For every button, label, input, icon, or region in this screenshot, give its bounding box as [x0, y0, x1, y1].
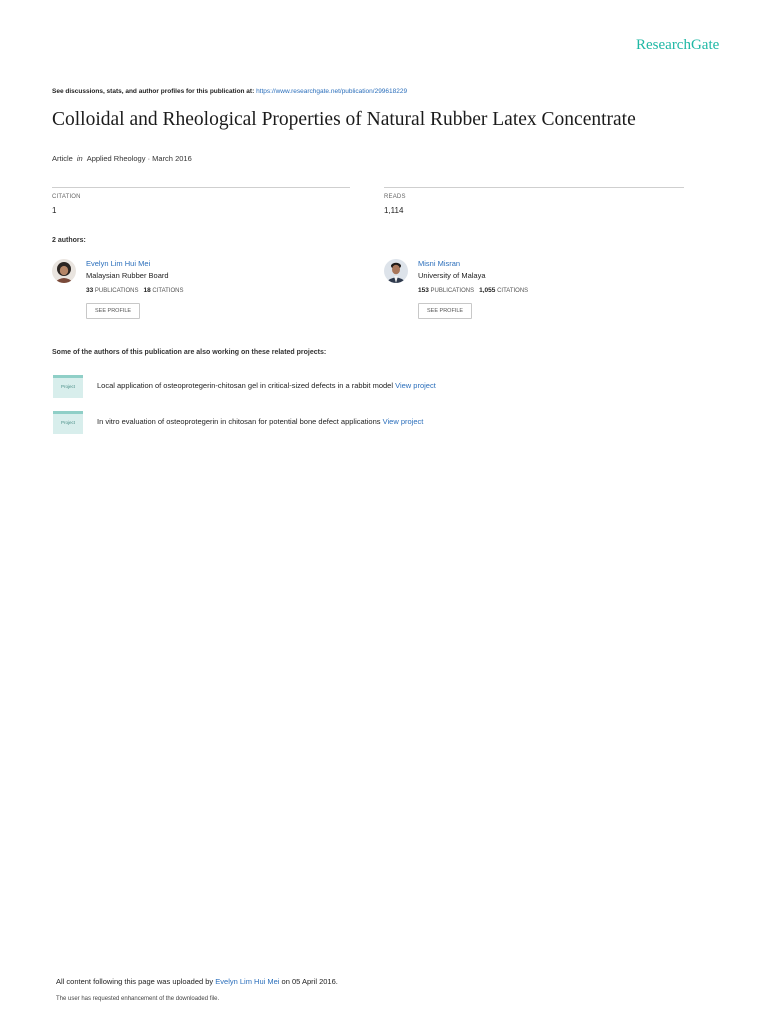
article-meta: [52, 154, 192, 163]
citations-count: 1,055: [479, 287, 496, 294]
publications-label: PUBLICATIONS: [430, 288, 475, 294]
project-title: In vitro evaluation of osteoprotegerin in chitosan for potential bone defect applications: [97, 417, 381, 426]
page-title: Colloidal and Rheological Properties of Natural Rubber Latex Concentrate: [52, 109, 636, 130]
project-title: Local application of osteoprotegerin-chitosan gel in critical-sized defects in a rabbit model: [97, 381, 393, 390]
see-profile-button[interactable]: SEE PROFILE: [86, 303, 140, 319]
publications-label: PUBLICATIONS: [94, 288, 139, 294]
citations-count: 18: [143, 287, 151, 294]
publications-count: 33: [86, 287, 94, 294]
reads-label: READS: [384, 194, 406, 200]
upload-date: on 05 April 2016.: [279, 977, 338, 986]
article-in: in: [76, 154, 83, 163]
citation-divider: [52, 187, 350, 188]
journal-info: Applied Rheology · March 2016: [86, 154, 192, 163]
discussion-line: [52, 88, 407, 95]
reads-divider: [384, 187, 684, 188]
author-name-link[interactable]: Misni Misran: [418, 259, 461, 268]
project-icon-label: Project: [60, 384, 75, 389]
view-project-link[interactable]: View project: [395, 381, 436, 390]
project-item: [97, 417, 423, 426]
publication-link[interactable]: https://www.researchgate.net/publication/299618229: [256, 88, 408, 95]
view-project-link[interactable]: View project: [382, 417, 424, 426]
publications-count: 153: [418, 287, 429, 294]
discussion-text: See discussions, stats, and author profiles for this publication at:: [52, 88, 257, 95]
citation-label: CITATION: [52, 194, 81, 200]
article-type: Article: [52, 154, 73, 163]
author-name-link[interactable]: Evelyn Lim Hui Mei: [86, 259, 151, 268]
project-icon[interactable]: [53, 411, 83, 434]
citations-label: CITATIONS: [497, 288, 529, 294]
uploader-link[interactable]: Evelyn Lim Hui Mei: [215, 977, 280, 986]
enhancement-note: The user has requested enhancement of the downloaded file.: [56, 996, 220, 1002]
related-projects-heading: Some of the authors of this publication are also working on these related projects:: [52, 349, 327, 356]
upload-prefix: All content following this page was uploaded by: [56, 977, 216, 986]
project-icon-label: Project: [60, 420, 75, 425]
author-affiliation: University of Malaya: [418, 271, 486, 280]
author-avatar[interactable]: [52, 259, 76, 283]
citations-label: CITATIONS: [152, 288, 184, 294]
see-profile-button[interactable]: SEE PROFILE: [418, 303, 472, 319]
author-affiliation: Malaysian Rubber Board: [86, 271, 169, 280]
author-stats: [418, 287, 528, 294]
author-stats: [86, 287, 184, 294]
author-avatar[interactable]: [384, 259, 408, 283]
reads-count: 1,114: [384, 206, 404, 215]
researchgate-logo[interactable]: ResearchGate: [636, 37, 720, 53]
citation-count: 1: [52, 206, 57, 215]
upload-note: [56, 977, 338, 986]
project-item: [97, 381, 436, 390]
project-icon[interactable]: [53, 375, 83, 398]
authors-heading: 2 authors:: [52, 237, 86, 244]
